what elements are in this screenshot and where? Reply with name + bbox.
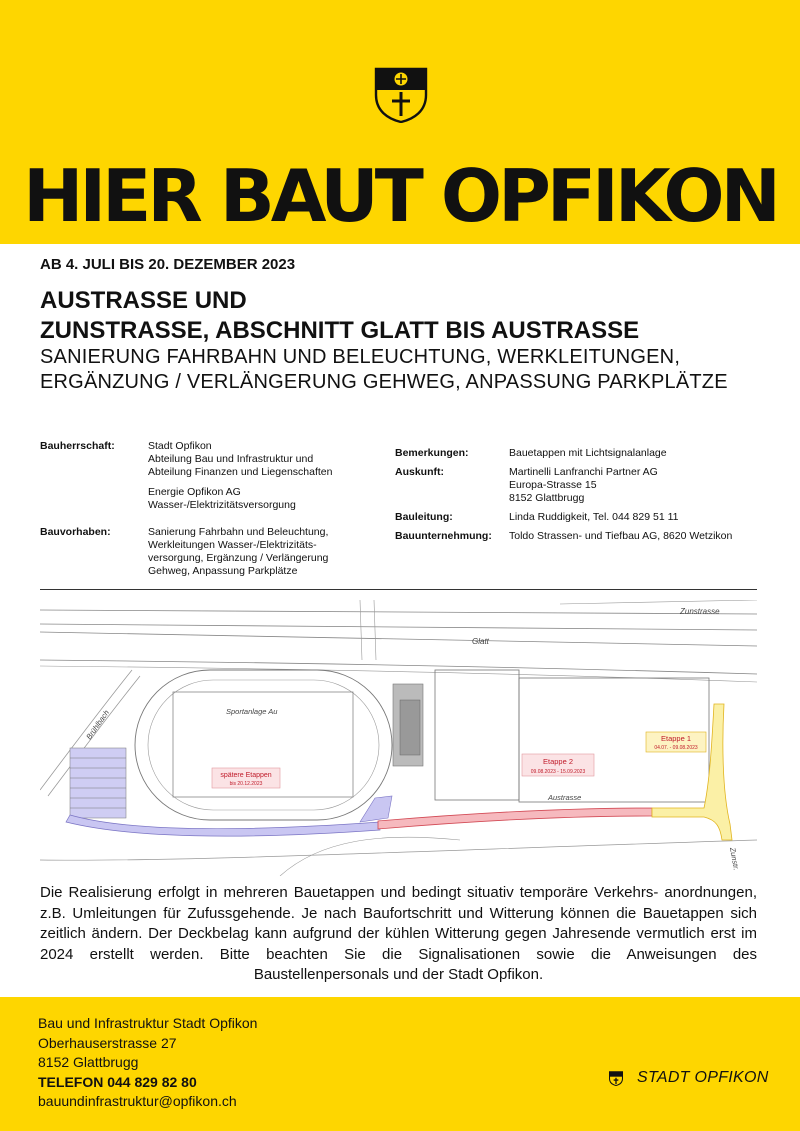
footer-banner [0, 997, 800, 1131]
stage-1-name: Etappe 1 [660, 734, 692, 743]
label-zunstrasse-top: Zunstrasse [680, 607, 720, 616]
bauherrschaft-line-5: Wasser-/Elektrizitätsversorgung [148, 499, 296, 511]
stage-later-name: spätere Etappen [220, 772, 272, 779]
section-divider [40, 589, 757, 590]
bauvorhaben-line-3: versorgung, Ergänzung / Verlängerung [148, 552, 329, 564]
main-title: HIER BAUT OPFIKON [23, 154, 777, 238]
auskunft-line-1: Martinelli Lanfranchi Partner AG [509, 466, 658, 478]
auskunft-line-3: 8152 Glattbrugg [509, 492, 585, 504]
bauherrschaft-line-1: Stadt Opfikon [148, 440, 212, 452]
bauvorhaben-line-1: Sanierung Fahrbahn und Beleuchtung, [148, 526, 329, 538]
contact-org: Bau und Infrastruktur Stadt Opfikon [38, 1015, 258, 1031]
bauherrschaft-line-4: Energie Opfikon AG [148, 486, 241, 498]
label-sportanlage: Sportanlage Au [226, 707, 278, 716]
label-zunstrasse-right: Zunstr. [728, 846, 741, 872]
brand-name: STADT OPFIKON [637, 1069, 769, 1086]
stage-2-dates: 09.08.2023 - 15.09.2023 [530, 769, 586, 775]
bauherrschaft-line-3: Abteilung Finanzen und Liegenschaften [148, 466, 333, 478]
opfikon-crest-icon [374, 67, 428, 123]
bauleitung-label: Bauleitung: [395, 511, 453, 523]
small-crest-icon [609, 1071, 623, 1086]
auskunft-line-2: Europa-Strasse 15 [509, 479, 597, 491]
label-bruehlbach: Brühlbach [84, 708, 112, 742]
date-range: AB 4. JULI BIS 20. DEZEMBER 2023 [40, 256, 296, 273]
header-banner [0, 0, 800, 244]
bemerkungen-value: Bauetappen mit Lichtsignalanlage [509, 447, 667, 459]
label-glatt: Glatt [472, 637, 489, 646]
bauunternehmung-label: Bauunternehmung: [395, 530, 492, 542]
site-map-drawing [40, 600, 757, 876]
project-subtitle: SANIERUNG FAHRBAHN UND BELEUCHTUNG, WERKLEITUNGEN, ERGÄNZUNG / VERLÄNGERUNG GEHWEG, ANPASSUNG PARKPLÄTZE [40, 346, 728, 393]
contact-phone[interactable]: TELEFON 044 829 82 80 [38, 1073, 197, 1090]
street-title-line-1: AUSTRASSE UND [40, 287, 247, 314]
street-title-line-2: ZUNSTRASSE, ABSCHNITT GLATT BIS AUSTRASSE [40, 317, 640, 344]
contact-email[interactable]: bauundinfrastruktur@opfikon.ch [38, 1093, 237, 1109]
bauvorhaben-label: Bauvorhaben: [40, 526, 111, 538]
contact-address [38, 1014, 257, 1112]
bemerkungen-label: Bemerkungen: [395, 447, 469, 459]
auskunft-label: Auskunft: [395, 466, 444, 478]
street-title [40, 286, 639, 346]
stage-1-dates: 04.07. - 09.08.2023 [654, 745, 698, 751]
footer-brand [609, 1068, 769, 1088]
bauleitung-value: Linda Ruddigkeit, Tel. 044 829 51 11 [509, 511, 679, 523]
contact-street: Oberhauserstrasse 27 [38, 1034, 177, 1051]
bauherrschaft-line-2: Abteilung Bau und Infrastruktur und [148, 453, 314, 465]
bauvorhaben-line-4: Gehweg, Anpassung Parkplätze [148, 565, 298, 577]
site-map [40, 600, 757, 876]
bauherrschaft-label: Bauherrschaft: [40, 440, 115, 452]
stage-2-name: Etappe 2 [542, 757, 574, 766]
label-austrasse: Austrasse [548, 793, 582, 802]
bauunternehmung-value: Toldo Strassen- und Tiefbau AG, 8620 Wetzikon [509, 530, 733, 542]
contact-city: 8152 Glattbrugg [38, 1054, 139, 1070]
bauvorhaben-line-2: Werkleitungen Wasser-/Elektrizitäts- [148, 539, 317, 551]
stage-later-dates: bis 20.12.2023 [229, 781, 263, 787]
info-paragraph: Die Realisierung erfolgt in mehreren Bauetappen und bedingt situativ temporäre Verkehrs- anordnungen, z.B. Umleitungen für Zufussgehende. Je nach Baufortschritt und Witterung können die Bauetappen sich zeitlich ändern. Der Deckbelag kann aufgrund der kühlen Witterung gegen Jahresende vermutlich erst im 2024 erstellt werden. Bitte beachten Sie die Signalisationen sowie die Anweisungen des Baustellenpersonals und der Stadt Opfikon. [40, 884, 757, 983]
